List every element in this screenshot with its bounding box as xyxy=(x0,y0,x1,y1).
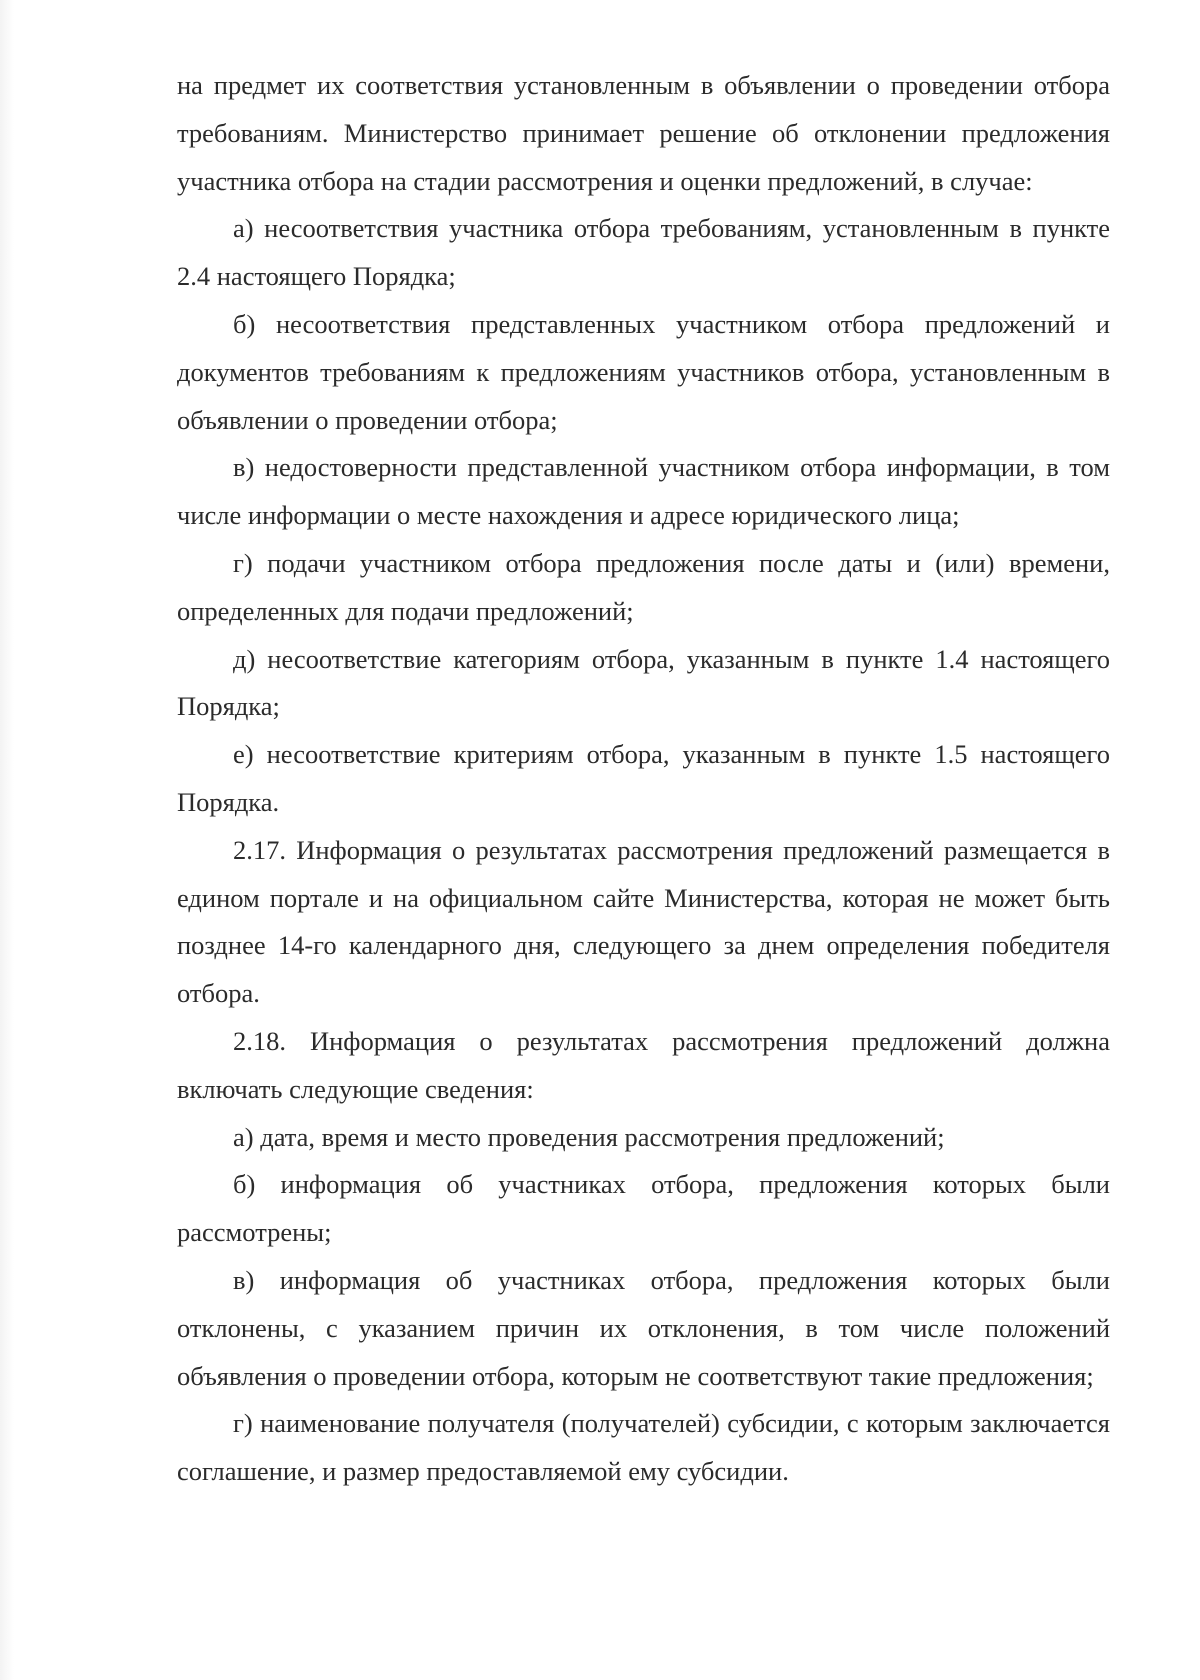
paragraph-2-18-item-v: в) информация об участниках отбора, предложения которых были отклонены, с указанием причин их отклонения, в том числе положений объявления о проведении отбора, которым не соответствуют такие предложения; xyxy=(177,1264,1110,1391)
paragraph-item-b: б) несоответствия представленных участником отбора предложений и документов требованиям к предложениям участников отбора, установленным в объявлении о проведении отбора; xyxy=(177,308,1110,435)
document-text-body xyxy=(177,62,1110,1496)
paragraph-item-v: в) недостоверности представленной участником отбора информации, в том числе информации о месте нахождения и адресе юридического лица; xyxy=(177,452,1110,531)
paragraph-item-d: д) несоответствие категориям отбора, указанным в пункте 1.4 настоящего Порядка; xyxy=(177,643,1110,722)
page-shadow-edge xyxy=(0,0,14,1680)
paragraph-intro-continuation: на предмет их соответствия установленным в объявлении о проведении отбора требованиям. Министерство принимает решение об отклонении предложения участника отбора на стадии рассмотрения и оценки предложений, в случае: xyxy=(177,70,1110,196)
paragraph-item-g: г) подачи участником отбора предложения после даты и (или) времени, определенных для подачи предложений; xyxy=(177,547,1110,626)
paragraph-item-e: е) несоответствие критериям отбора, указанным в пункте 1.5 настоящего Порядка. xyxy=(177,739,1110,817)
paragraph-item-a: а) несоответствия участника отбора требованиям, установленным в пункте 2.4 настоящего Порядка; xyxy=(177,213,1110,292)
paragraph-clause-2-17: 2.17. Информация о результатах рассмотрения предложений размещается в едином портале и на официальном сайте Министерства, которая не может быть позднее 14-го календарного дня, следующего за днем определения победителя отбора. xyxy=(177,834,1110,1009)
paragraph-clause-2-18: 2.18. Информация о результатах рассмотрения предложений должна включать следующие сведения: xyxy=(177,1025,1110,1104)
paragraph-2-18-item-b: б) информация об участниках отбора, предложения которых были рассмотрены; xyxy=(177,1169,1110,1248)
paragraph-2-18-item-g: г) наименование получателя (получателей) субсидии, с которым заключается соглашение, и размер предоставляемой ему субсидии. xyxy=(177,1408,1110,1487)
paragraph-2-18-item-a: а) дата, время и место проведения рассмотрения предложений; xyxy=(233,1121,945,1152)
